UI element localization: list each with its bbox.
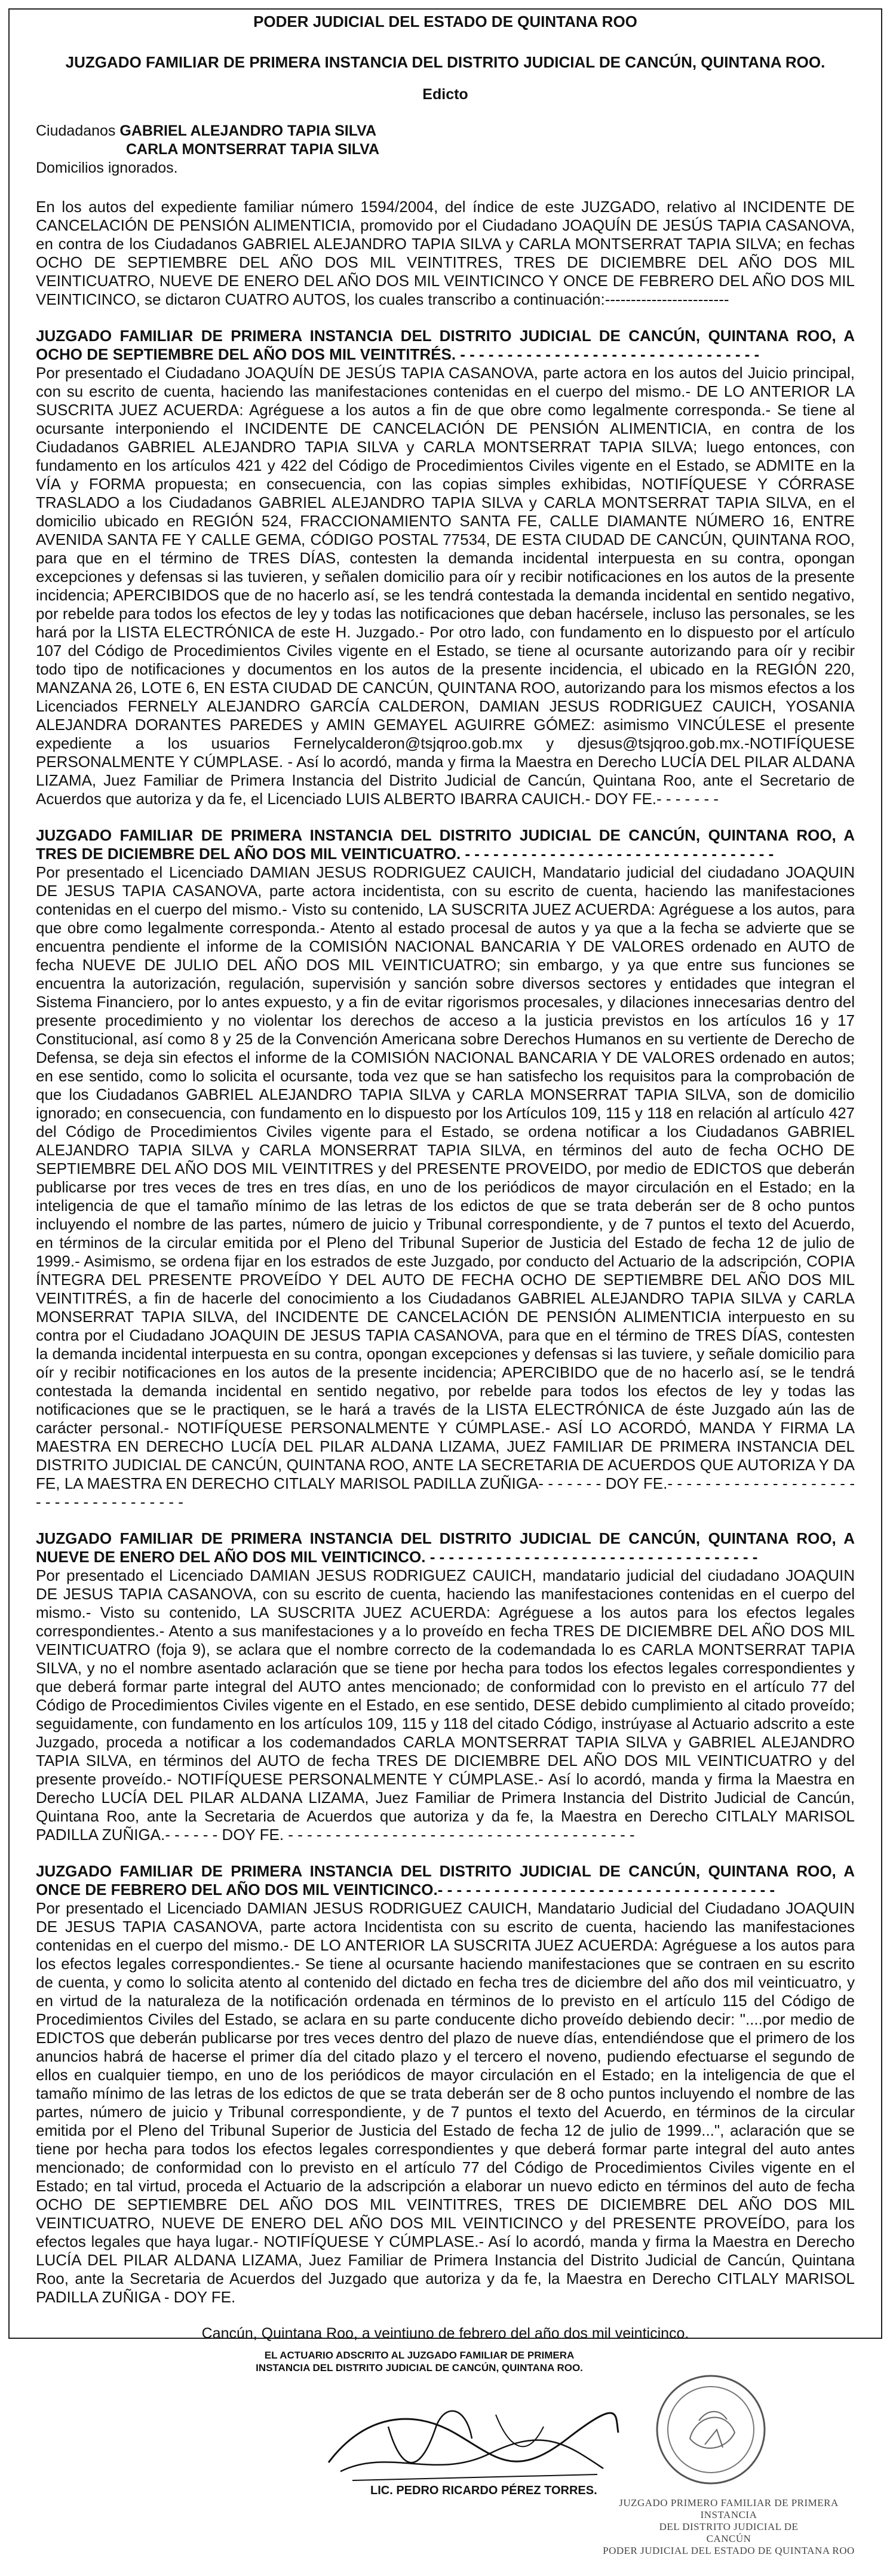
signer-title [174,2349,664,2374]
addressees-block [36,122,855,177]
auto-section-body: Por presentado el Licenciado DAMIAN JESUS RODRIGUEZ CAUICH, Mandatario judicial del ciudadano JOAQUIN DE JESUS TAPIA CASANOVA, parte actora incidentista, con su escrito de cuenta, haciendo las manifestaciones contenidas en el cuerpo del mismo.- Visto su contenido, LA SUSCRITA JUEZ ACUERDA: Agréguese a los autos, para que obre como legalmente corresponda.- Atento al estado procesal de autos y ya que a la fecha se advierte que se encuentra pendiente el informe de la COMISIÓN NACIONAL BANCARIA Y DE VALORES ordenado en AUTO de fecha NUEVE DE JULIO DEL AÑO DOS MIL VEINTICUATRO; sin embargo, y ya que entre sus funciones se encuentra la autorización, regulación, supervisión y sanción sobre diversos sectores y entidades que integran el Sistema Financiero, por lo antes expuesto, y a fin de evitar rigorismos procesales, y dilaciones innecesarias dentro del presente procedimiento y no violentar los derechos de acceso a la justicia previstos en los artículos 16 y 17 Constitucional, así como 8 y 25 de la Convención Americana sobre Derechos Humanos en su vertiente de Derecho de Defensa, se deja sin efectos el informe de la COMISIÓN NACIONAL BANCARIA Y DE VALORES ordenado en autos; en ese sentido, como lo solicita el ocursante, toda vez que se han satisfecho los requisitos para la comprobación de que los Ciudadanos GABRIEL ALEJANDRO TAPIA SILVA y CARLA MONSERRAT TAPIA SILVA, son de domicilio ignorado; en consecuencia, con fundamento en lo dispuesto por los Artículos 109, 115 y 118 en relación al artículo 427 del Código de Procedimientos Civiles vigente para el Estado, se ordena notificar a los Ciudadanos GABRIEL ALEJANDRO TAPIA SILVA y CARLA MONSERRAT TAPIA SILVA, en términos del auto de fecha OCHO DE SEPTIEMBRE DEL AÑO DOS MIL VEINTITRES y del PRESENTE PROVEIDO, por medio de EDICTOS que deberán publicarse por tres veces de tres en tres días, en uno de los periódicos de mayor circulación en el Estado; en la inteligencia de que el tamaño mínimo de las letras de los edictos de que se trata deberán ser de 8 ocho puntos incluyendo el nombre de las partes, número de juicio y Tribunal correspondiente, y de 7 puntos el texto del Acuerdo, en términos de la circular emitida por el Pleno del Tribunal Superior de Justicia del Estado de fecha 12 de julio de 1999.- Asimismo, se ordena fijar en los estrados de este Juzgado, por conducto del Actuario de la adscripción, COPIA ÍNTEGRA DEL PRESENTE PROVEÍDO Y DEL AUTO DE FECHA OCHO DE SEPTIEMBRE DEL AÑO DOS MIL VEINTITRÉS, a fin de hacerle del conocimiento a los Ciudadanos GABRIEL ALEJANDRO TAPIA SILVA y CARLA MONSERRAT TAPIA SILVA, del INCIDENTE DE CANCELACIÓN DE PENSIÓN ALIMENTICIA interpuesto en su contra por el Ciudadano JOAQUIN DE JESUS TAPIA CASANOVA, para que en el término de TRES DÍAS, contesten la demanda incidental interpuesta en su contra, opongan excepciones y defensas si las tuviere, y señale domicilio para oír y recibir notificaciones en los autos de la presente incidencia; APERCIBIDO que de no hacerlo así, se le tendrá contestada la demanda incidental en sentido negativo, por rebelde para todos los efectos de ley y todas las notificaciones que se le practiquen, se le hará a través de la LISTA ELECTRÓNICA de éste Juzgado aún las de carácter personal.- NOTIFÍQUESE PERSONALMENTE Y CÚMPLASE.- ASÍ LO ACORDÓ, MANDA Y FIRMA LA MAESTRA EN DERECHO LUCÍA DEL PILAR ALDANA LIZAMA, JUEZ FAMILIAR DE PRIMERA INSTANCIA DEL DISTRITO JUDICIAL DE CANCÚN, QUINTANA ROO, ANTE LA SECRETARIA DE ACUERDOS QUE AUTORIZA Y DA FE, LA MAESTRA EN DERECHO CITLALY MARISOL PADILLA ZUÑIGA- - - - - - - DOY FE.- - - - - - - - - - - - - - - - - - - - - - - - - - - - - - - - - - - - [36,863,855,1511]
auto-section-2 [36,826,855,1511]
auto-section-title: JUZGADO FAMILIAR DE PRIMERA INSTANCIA DEL DISTRITO JUDICIAL DE CANCÚN, QUINTANA ROO, A OCHO DE SEPTIEMBRE DEL AÑO DOS MIL VEINTITRÉS. - - - - - - - - - - - - - - - - - - - - - - - - - - - - - - - - [36,327,855,363]
court-header: PODER JUDICIAL DEL ESTADO DE QUINTANA ROO [253,13,637,30]
auto-section-1 [36,327,855,808]
auto-section-4 [36,1862,855,2307]
signer-name: LIC. PEDRO RICARDO PÉREZ TORRES. [370,2484,597,2497]
court-stamp [597,2497,860,2557]
addressee-prefix: Ciudadanos [36,122,116,139]
document-title: Edicto [422,86,468,103]
auto-section-title: JUZGADO FAMILIAR DE PRIMERA INSTANCIA DEL DISTRITO JUDICIAL DE CANCÚN, QUINTANA ROO, A NUEVE DE ENERO DEL AÑO DOS MIL VEINTICINCO. - - - - - - - - - - - - - - - - - - - - - - - - - - - - - - - - - - - [36,1529,855,1566]
stamp-line-1: JUZGADO PRIMERO FAMILIAR DE PRIMERA INSTANCIA [619,2497,839,2520]
handwritten-signature [317,2391,627,2498]
auto-section-3 [36,1529,855,1844]
auto-section-title: JUZGADO FAMILIAR DE PRIMERA INSTANCIA DEL DISTRITO JUDICIAL DE CANCÚN, QUINTANA ROO, A TRES DE DICIEMBRE DEL AÑO DOS MIL VEINTICUATRO. - - - - - - - - - - - - - - - - - - - - - - - - - - - - - - - - - [36,826,855,863]
signature-block [36,2343,855,2576]
intro-paragraph: En los autos del expediente familiar número 1594/2004, del índice de este JUZGADO, relativo al INCIDENTE DE CANCELACIÓN DE PENSIÓN ALIMENTICIA, promovido por el Ciudadano JOAQUÍN DE JESÚS TAPIA CASANOVA, en contra de los Ciudadanos GABRIEL ALEJANDRO TAPIA SILVA y CARLA MONTSERRAT TAPIA SILVA; en fechas OCHO DE SEPTIEMBRE DEL AÑO DOS MIL VEINTITRES, TRES DE DICIEMBRE DEL AÑO DOS MIL VEINTICUATRO, NUEVE DE ENERO DEL AÑO DOS MIL VEINTICINCO Y ONCE DE FEBRERO DEL AÑO DOS MIL VEINTICINCO, se dictaron CUATRO AUTOS, los cuales transcribo a continuación:------------------------ [36,198,855,308]
addressee-name-1: GABRIEL ALEJANDRO TAPIA SILVA [119,122,377,139]
auto-section-title: JUZGADO FAMILIAR DE PRIMERA INSTANCIA DEL DISTRITO JUDICIAL DE CANCÚN, QUINTANA ROO, A ONCE DE FEBRERO DEL AÑO DOS MIL VEINTICINCO.- - - - - - - - - - - - - - - - - - - - - - - - - - - - - - - - - - - - [36,1862,855,1899]
stamp-line-2: DEL DISTRITO JUDICIAL DE [659,2521,799,2532]
signer-title-line-1: EL ACTUARIO ADSCRITO AL JUZGADO FAMILIAR DE PRIMERA [264,2350,575,2361]
addressee-line-1 [36,122,855,140]
addressee-name-2: CARLA MONTSERRAT TAPIA SILVA [126,141,380,158]
auto-section-body: Por presentado el Licenciado DAMIAN JESUS RODRIGUEZ CAUICH, Mandatario Judicial del Ciudadano JOAQUIN DE JESUS TAPIA CASANOVA, parte actora Incidentista con su escrito de cuenta, haciendo las manifestaciones contenidas en el cuerpo del mismo.- DE LO ANTERIOR LA SUSCRITA JUEZ ACUERDA: Agréguese a los autos para los efectos legales correspondientes.- Se tiene al ocursante haciendo manifestaciones que se contraen en su escrito de cuenta, y como lo solicita atento al contenido del dictado en fecha tres de diciembre del año dos mil veinticuatro, y en virtud de la naturaleza de la notificación ordenada en términos de lo previsto en el artículo 115 del Código de Procedimientos Civiles del Estado, se aclara en su parte conducente dicho proveído debiendo decir: "....por medio de EDICTOS que deberán publicarse por tres veces dentro del plazo de nueve días, entendiéndose que el primero de los anuncios habrá de hacerse el primer día del citado plazo y el tercero el noveno, pudiendo efectuarse el segundo de ellos en cualquier tiempo, en uno de los periódicos de mayor circulación en el Estado; en la inteligencia de que el tamaño mínimo de las letras de los edictos de que se trata deberán ser de 8 ocho puntos incluyendo el nombre de las partes, número de juicio y Tribunal correspondiente, y de 7 puntos el texto del Acuerdo, en términos de la circular emitida por el Pleno del Tribunal Superior de Justicia del Estado de fecha 12 de julio de 1999...", aclaración que se tiene por hecha para todos los efectos legales correspondientes y que deberá formar parte integral del auto antes mencionado; de conformidad con lo previsto en el artículo 77 del Código de Procedimientos Civiles vigente en el Estado; en tal virtud, proceda el Actuario de la adscripción a elaborar un nuevo edicto en términos del auto de fecha OCHO DE SEPTIEMBRE DEL AÑO DOS MIL VEINTITRES, TRES DE DICIEMBRE DEL AÑO DOS MIL VEINTICUATRO, NUEVE DE ENERO DEL AÑO DOS MIL VEINTICINCO y del PRESENTE PROVEÍDO, para los efectos legales que haya lugar.- NOTIFÍQUESE Y CÚMPLASE.- Así lo acordó, manda y firma la Maestra en Derecho LUCÍA DEL PILAR ALDANA LIZAMA, Juez Familiar de Primera Instancia del Distrito Judicial de Cancún, Quintana Roo, ante la Secretaria de Acuerdos del Juzgado que autoriza y da fe, la Maestra en Derecho CITLALY MARISOL PADILLA ZUÑIGA - DOY FE. [36,1899,855,2306]
signer-title-line-2: INSTANCIA DEL DISTRITO JUDICIAL DE CANCÚN, QUINTANA ROO. [256,2362,583,2373]
court-seal-icon [654,2373,768,2486]
addressee-note: Domicilios ignorados. [36,160,178,176]
auto-section-body: Por presentado el Ciudadano JOAQUÍN DE JESÚS TAPIA CASANOVA, parte actora en los autos del Juicio principal, con su escrito de cuenta, haciendo las manifestaciones contenidas en el cuerpo del mismo.- DE LO ANTERIOR LA SUSCRITA JUEZ ACUERDA: Agréguese a los autos a fin de que obre como legalmente corresponda.- Se tiene al ocursante interponiendo el INCIDENTE DE CANCELACIÓN DE PENSIÓN ALIMENTICIA, en contra de los Ciudadanos GABRIEL ALEJANDRO TAPIA SILVA y CARLA MONTSERRAT TAPIA SILVA; luego entonces, con fundamento en los artículos 421 y 422 del Código de Procedimientos Civiles vigente en el Estado, se ADMITE en la VÍA y FORMA propuesta; en consecuencia, con las copias simples exhibidas, NOTIFÍQUESE Y CÓRRASE TRASLADO a los Ciudadanos GABRIEL ALEJANDRO TAPIA SILVA y CARLA MONTSERRAT TAPIA SILVA, en el domicilio ubicado en REGIÓN 524, FRACCIONAMIENTO SANTA FE, CALLE DIAMANTE NÚMERO 16, ENTRE AVENIDA SANTA FE Y CALLE GEMA, CÓDIGO POSTAL 77534, DE ESTA CIUDAD DE CANCÚN, QUINTANA ROO, para que en el término de TRES DÍAS, contesten la demanda incidental interpuesta en su contra, opongan excepciones y defensas si las tuvieren, y señalen domicilio para oír y recibir notificaciones en los autos de la presente incidencia; APERCIBIDOS que de no hacerlo así, se les tendrá contestada la demanda incidental en sentido negativo, por rebelde para todos los efectos de ley y todas las notificaciones que deban hacérsele, incluso las personales, se les hará por la LISTA ELECTRÓNICA de este H. Juzgado.- Por otro lado, con fundamento en lo dispuesto por el artículo 107 del Código de Procedimientos Civiles vigente en el Estado, se tiene al ocursante autorizando para oír y recibir todo tipo de notificaciones y documentos en los autos de la presente incidencia, el ubicado en la REGIÓN 220, MANZANA 26, LOTE 6, EN ESTA CIUDAD DE CANCÚN, QUINTANA ROO, autorizando para los mismos efectos a los Licenciados FERNELY ALEJANDRO GARCÍA CALDERON, DAMIAN JESUS RODRIGUEZ CAUICH, YOSANIA ALEJANDRA DORANTES PAREDES y AMIN GEMAYEL AGUIRRE GÓMEZ: asimismo VINCÚLESE el presente expediente a los usuarios Fernelycalderon@tsjqroo.gob.mx y djesus@tsjqroo.gob.mx.-NOTIFÍQUESE PERSONALMENTE Y CÚMPLASE. - Así lo acordó, manda y firma la Maestra en Derecho LUCÍA DEL PILAR ALDANA LIZAMA, Juez Familiar de Primera Instancia del Distrito Judicial de Cancún, Quintana Roo, ante el Secretario de Acuerdos que autoriza y da fe, el Licenciado LUIS ALBERTO IBARRA CAUICH.- DOY FE.- - - - - - - [36,364,855,808]
stamp-line-4: PODER JUDICIAL DEL ESTADO DE QUINTANA ROO [603,2545,855,2556]
place-and-date: Cancún, Quintana Roo, a veintiuno de febrero del año dos mil veinticinco. [201,2325,689,2342]
court-subheader: JUZGADO FAMILIAR DE PRIMERA INSTANCIA DEL DISTRITO JUDICIAL DE CANCÚN, QUINTANA ROO. [65,53,826,71]
stamp-line-3: CANCÚN [706,2533,751,2544]
edict-page [8,8,882,2556]
auto-section-body: Por presentado el Licenciado DAMIAN JESUS RODRIGUEZ CAUICH, mandatario judicial del ciudadano JOAQUIN DE JESUS TAPIA CASANOVA, con su escrito de cuenta, haciendo las manifestaciones contenidas en el cuerpo del mismo.- Visto su contenido, LA SUSCRITA JUEZ ACUERDA: Agréguese a los autos para los efectos legales correspondientes.- Atento a sus manifestaciones y a lo proveído en fecha TRES DE DICIEMBRE DEL AÑO DOS MIL VEINTICUATRO (foja 9), se aclara que el nombre correcto de la codemandada lo es CARLA MONTSERRAT TAPIA SILVA, y no el nombre asentado aclaración que se tiene por hecha para todos los efectos legales correspondientes y que deberá formar parte integral del AUTO antes mencionado; de conformidad con lo previsto en el artículo 77 del Código de Procedimientos Civiles vigente en el Estado, en ese sentido, DESE debido cumplimiento al citado proveído; seguidamente, con fundamento en los artículos 109, 115 y 118 del citado Código, instrúyase al Actuario adscrito a este Juzgado, proceda a notificar a los codemandados CARLA MONTSERRAT TAPIA SILVA y GABRIEL ALEJANDRO TAPIA SILVA, en términos del AUTO de fecha TRES DE DICIEMBRE DEL AÑO DOS MIL VEINTICUATRO y del presente proveído.- NOTIFÍQUESE PERSONALMENTE Y CÚMPLASE.- Así lo acordó, manda y firma la Maestra en Derecho LUCÍA DEL PILAR ALDANA LIZAMA, Juez Familiar de Primera Instancia del Distrito Judicial de Cancún, Quintana Roo, ante la Secretaria de Acuerdos que autoriza y da fe, la Maestra en Derecho CITLALY MARISOL PADILLA ZUÑIGA.- - - - - - DOY FE. - - - - - - - - - - - - - - - - - - - - - - - - - - - - - - - - - - - - - [36,1566,855,1844]
